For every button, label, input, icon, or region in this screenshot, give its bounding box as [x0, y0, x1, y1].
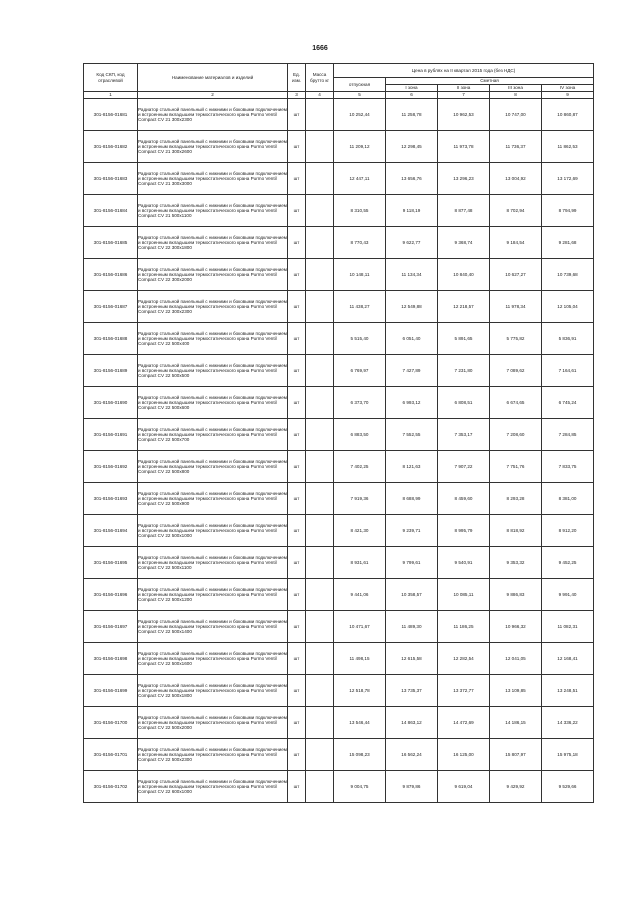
page-number: 1666 [312, 45, 328, 52]
item-name: Радиатор стальной панельный с нижними и боковыми подключением и встроенным вкладышем термостатического крана Purmo Ventil Compact CV 21 500x1100 [138, 195, 288, 227]
item-mass [306, 387, 334, 419]
zone-1-price: 7 552,55 [386, 419, 438, 451]
zone-3-price: 11 736,37 [490, 131, 542, 163]
item-unit: шт [288, 99, 306, 131]
header-price-group: Цена в рублях на II квартал 2015 года (без НДС) [334, 64, 594, 78]
item-mass [306, 707, 334, 739]
zone-2-price: 13 296,23 [438, 163, 490, 195]
item-unit: шт [288, 515, 306, 547]
zone-2-price: 10 840,40 [438, 259, 490, 291]
zone-2-price: 8 877,48 [438, 195, 490, 227]
zone-3-price: 11 978,34 [490, 291, 542, 323]
release-price: 8 310,55 [334, 195, 386, 227]
table-row [84, 99, 594, 131]
zone-3-price: 9 429,92 [490, 771, 542, 803]
zone-3-price: 7 208,60 [490, 419, 542, 451]
header-zone-4: IV зона [542, 85, 594, 92]
zone-1-price: 16 562,24 [386, 739, 438, 771]
table-row [84, 739, 594, 771]
column-number: 7 [438, 92, 490, 99]
item-unit: шт [288, 579, 306, 611]
release-price: 11 438,27 [334, 291, 386, 323]
zone-2-price: 13 372,77 [438, 675, 490, 707]
zone-3-price: 6 674,65 [490, 387, 542, 419]
zone-2-price: 7 907,22 [438, 451, 490, 483]
zone-4-price: 7 833,75 [542, 451, 594, 483]
zone-2-price: 10 962,53 [438, 99, 490, 131]
item-code: 301-8156-01695 [84, 547, 138, 579]
item-name: Радиатор стальной панельный с нижними и боковыми подключением и встроенным вкладышем термостатического крана Purmo Ventil Compact CV 22 500x1100 [138, 547, 288, 579]
zone-3-price: 7 089,62 [490, 355, 542, 387]
item-mass [306, 99, 334, 131]
zone-3-price: 13 109,85 [490, 675, 542, 707]
column-number: 2 [138, 92, 288, 99]
zone-1-price: 14 863,12 [386, 707, 438, 739]
zone-3-price: 9 886,83 [490, 579, 542, 611]
zone-3-price: 10 966,32 [490, 611, 542, 643]
zone-2-price: 8 459,60 [438, 483, 490, 515]
column-number: 8 [490, 92, 542, 99]
zone-2-price: 11 973,78 [438, 131, 490, 163]
item-name: Радиатор стальной панельный с нижними и боковыми подключением и встроенным вкладышем термостатического крана Purmo Ventil Compact CV 22 500x2300 [138, 739, 288, 771]
zone-3-price: 15 807,97 [490, 739, 542, 771]
table-row [84, 483, 594, 515]
zone-3-price: 9 353,32 [490, 547, 542, 579]
item-mass [306, 259, 334, 291]
item-mass [306, 547, 334, 579]
item-mass [306, 419, 334, 451]
item-code: 301-8156-01693 [84, 483, 138, 515]
item-unit: шт [288, 323, 306, 355]
zone-3-price: 14 186,15 [490, 707, 542, 739]
header-mass: Масса брутто кг [306, 64, 334, 92]
item-code: 301-8156-01685 [84, 227, 138, 259]
item-name: Радиатор стальной панельный с нижними и боковыми подключением и встроенным вкладышем термостатического крана Purmo Ventil Compact CV 22 500x600 [138, 387, 288, 419]
item-mass [306, 131, 334, 163]
item-unit: шт [288, 547, 306, 579]
zone-4-price: 12 168,41 [542, 643, 594, 675]
column-number: 9 [542, 92, 594, 99]
item-unit: шт [288, 227, 306, 259]
column-number: 4 [306, 92, 334, 99]
header-code: Код СКП, код отраслевой [84, 64, 138, 92]
release-price: 8 770,43 [334, 227, 386, 259]
item-mass [306, 163, 334, 195]
zone-4-price: 13 248,51 [542, 675, 594, 707]
table-row [84, 259, 594, 291]
table-row [84, 419, 594, 451]
zone-4-price: 8 912,20 [542, 515, 594, 547]
header-zone-1: I зона [386, 85, 438, 92]
zone-3-price: 8 818,92 [490, 515, 542, 547]
item-mass [306, 579, 334, 611]
item-code: 301-8156-01699 [84, 675, 138, 707]
item-name: Радиатор стальной панельный с нижними и боковыми подключением и встроенным вкладышем термостатического крана Purmo Ventil Compact CV 21 300x2600 [138, 131, 288, 163]
zone-2-price: 7 353,17 [438, 419, 490, 451]
item-unit: шт [288, 195, 306, 227]
price-table [83, 63, 594, 803]
zone-4-price: 12 105,04 [542, 291, 594, 323]
item-code: 301-8156-01694 [84, 515, 138, 547]
table-row [84, 195, 594, 227]
item-name: Радиатор стальной панельный с нижними и боковыми подключением и встроенным вкладышем термостатического крана Purmo Ventil Compact CV 22 500x800 [138, 451, 288, 483]
item-name: Радиатор стальной панельный с нижними и боковыми подключением и встроенным вкладышем термостатического крана Purmo Ventil Compact CV 22 500x2000 [138, 707, 288, 739]
zone-1-price: 9 239,71 [386, 515, 438, 547]
zone-2-price: 9 619,04 [438, 771, 490, 803]
zone-2-price: 7 231,80 [438, 355, 490, 387]
item-name: Радиатор стальной панельный с нижними и боковыми подключением и встроенным вкладышем термостатического крана Purmo Ventil Compact CV 22 500x400 [138, 323, 288, 355]
zone-4-price: 11 862,53 [542, 131, 594, 163]
item-mass [306, 771, 334, 803]
table-row [84, 323, 594, 355]
table-row [84, 163, 594, 195]
item-mass [306, 451, 334, 483]
header-zone-3: III зона [490, 85, 542, 92]
item-unit: шт [288, 419, 306, 451]
item-name: Радиатор стальной панельный с нижними и боковыми подключением и встроенным вкладышем термостатического крана Purmo Ventil Compact CV 22 500x1600 [138, 643, 288, 675]
zone-4-price: 10 860,87 [542, 99, 594, 131]
zone-3-price: 10 627,27 [490, 259, 542, 291]
zone-3-price: 13 004,92 [490, 163, 542, 195]
release-price: 6 883,50 [334, 419, 386, 451]
table-row [84, 547, 594, 579]
table-body [84, 99, 594, 803]
item-code: 301-8156-01700 [84, 707, 138, 739]
zone-4-price: 15 975,18 [542, 739, 594, 771]
item-code: 301-8156-01683 [84, 163, 138, 195]
item-name: Радиатор стальной панельный с нижними и боковыми подключением и встроенным вкладышем термостатического крана Purmo Ventil Compact CV 22 500x900 [138, 483, 288, 515]
item-name: Радиатор стальной панельный с нижними и боковыми подключением и встроенным вкладышем термостатического крана Purmo Ventil Compact CV 22 500x1800 [138, 675, 288, 707]
zone-1-price: 11 489,30 [386, 611, 438, 643]
table-header [84, 64, 594, 99]
table-row [84, 451, 594, 483]
table-row [84, 579, 594, 611]
item-name: Радиатор стальной панельный с нижними и боковыми подключением и встроенным вкладышем термостатического крана Purmo Ventil Compact CV 22 300x1800 [138, 227, 288, 259]
release-price: 10 471,67 [334, 611, 386, 643]
release-price: 6 769,97 [334, 355, 386, 387]
zone-1-price: 11 134,34 [386, 259, 438, 291]
zone-2-price: 9 540,91 [438, 547, 490, 579]
item-unit: шт [288, 131, 306, 163]
zone-1-price: 9 879,86 [386, 771, 438, 803]
zone-1-price: 13 656,76 [386, 163, 438, 195]
zone-1-price: 8 688,99 [386, 483, 438, 515]
release-price: 10 148,11 [334, 259, 386, 291]
release-price: 12 447,11 [334, 163, 386, 195]
item-code: 301-8156-01691 [84, 419, 138, 451]
release-price: 9 004,75 [334, 771, 386, 803]
item-unit: шт [288, 259, 306, 291]
zone-3-price: 9 184,54 [490, 227, 542, 259]
column-number: 1 [84, 92, 138, 99]
item-code: 301-8156-01686 [84, 259, 138, 291]
item-code: 301-8156-01690 [84, 387, 138, 419]
item-code: 301-8156-01696 [84, 579, 138, 611]
item-mass [306, 323, 334, 355]
release-price: 12 518,78 [334, 675, 386, 707]
table-row [84, 675, 594, 707]
zone-2-price: 10 085,11 [438, 579, 490, 611]
item-unit: шт [288, 163, 306, 195]
item-name: Радиатор стальной панельный с нижними и боковыми подключением и встроенным вкладышем термостатического крана Purmo Ventil Compact CV 22 500x1200 [138, 579, 288, 611]
item-code: 301-8156-01692 [84, 451, 138, 483]
release-price: 10 252,44 [334, 99, 386, 131]
zone-1-price: 6 051,40 [386, 323, 438, 355]
item-name: Радиатор стальной панельный с нижними и боковыми подключением и встроенным вкладышем термостатического крана Purmo Ventil Compact CV 21 300x3000 [138, 163, 288, 195]
release-price: 11 209,12 [334, 131, 386, 163]
zone-1-price: 12 549,88 [386, 291, 438, 323]
item-code: 301-8156-01689 [84, 355, 138, 387]
item-unit: шт [288, 387, 306, 419]
release-price: 11 498,15 [334, 643, 386, 675]
release-price: 9 441,06 [334, 579, 386, 611]
release-price: 6 373,70 [334, 387, 386, 419]
table-row [84, 771, 594, 803]
zone-2-price: 5 891,65 [438, 323, 490, 355]
table-row [84, 515, 594, 547]
column-number: 3 [288, 92, 306, 99]
zone-1-price: 9 118,19 [386, 195, 438, 227]
release-price: 15 098,23 [334, 739, 386, 771]
zone-4-price: 7 164,61 [542, 355, 594, 387]
zone-1-price: 8 121,63 [386, 451, 438, 483]
item-code: 301-8156-01698 [84, 643, 138, 675]
zone-1-price: 13 735,37 [386, 675, 438, 707]
header-zone-2: II зона [438, 85, 490, 92]
item-name: Радиатор стальной панельный с нижними и боковыми подключением и встроенным вкладышем термостатического крана Purmo Ventil Compact CV 22 500x1400 [138, 611, 288, 643]
zone-4-price: 5 836,91 [542, 323, 594, 355]
item-unit: шт [288, 643, 306, 675]
zone-2-price: 8 995,79 [438, 515, 490, 547]
item-unit: шт [288, 675, 306, 707]
item-mass [306, 739, 334, 771]
item-code: 301-8156-01681 [84, 99, 138, 131]
release-price: 8 421,30 [334, 515, 386, 547]
zone-1-price: 11 258,78 [386, 99, 438, 131]
zone-4-price: 9 281,68 [542, 227, 594, 259]
zone-4-price: 9 991,40 [542, 579, 594, 611]
zone-2-price: 11 186,25 [438, 611, 490, 643]
zone-1-price: 6 993,12 [386, 387, 438, 419]
item-mass [306, 515, 334, 547]
table-row [84, 131, 594, 163]
zone-1-price: 9 799,61 [386, 547, 438, 579]
column-number: 5 [334, 92, 386, 99]
zone-2-price: 9 368,74 [438, 227, 490, 259]
zone-4-price: 10 739,68 [542, 259, 594, 291]
zone-1-price: 7 427,89 [386, 355, 438, 387]
item-mass [306, 675, 334, 707]
zone-1-price: 12 298,45 [386, 131, 438, 163]
item-name: Радиатор стальной панельный с нижними и боковыми подключением и встроенным вкладышем термостатического крана Purmo Ventil Compact CV 22 500x500 [138, 355, 288, 387]
zone-2-price: 14 472,69 [438, 707, 490, 739]
column-number: 6 [386, 92, 438, 99]
item-unit: шт [288, 355, 306, 387]
item-mass [306, 643, 334, 675]
item-code: 301-8156-01702 [84, 771, 138, 803]
item-unit: шт [288, 771, 306, 803]
zone-3-price: 8 293,28 [490, 483, 542, 515]
table-row [84, 611, 594, 643]
item-unit: шт [288, 707, 306, 739]
item-mass [306, 227, 334, 259]
item-mass [306, 355, 334, 387]
item-mass [306, 195, 334, 227]
item-name: Радиатор стальной панельный с нижними и боковыми подключением и встроенным вкладышем термостатического крана Purmo Ventil Compact CV 22 500x1000 [138, 515, 288, 547]
column-number-row [84, 92, 594, 99]
table-row [84, 227, 594, 259]
item-unit: шт [288, 483, 306, 515]
release-price: 8 931,61 [334, 547, 386, 579]
item-code: 301-8156-01684 [84, 195, 138, 227]
zone-4-price: 13 172,69 [542, 163, 594, 195]
zone-3-price: 12 041,05 [490, 643, 542, 675]
header-release-price: отпускная [334, 78, 386, 92]
header-estimate-price: Сметная [386, 78, 594, 85]
item-name: Радиатор стальной панельный с нижними и боковыми подключением и встроенным вкладышем термостатического крана Purmo Ventil Compact CV 21 300x2300 [138, 99, 288, 131]
table-row [84, 387, 594, 419]
item-code: 301-8156-01701 [84, 739, 138, 771]
table-row [84, 355, 594, 387]
zone-4-price: 8 381,00 [542, 483, 594, 515]
zone-4-price: 9 452,25 [542, 547, 594, 579]
release-price: 5 515,40 [334, 323, 386, 355]
item-mass [306, 611, 334, 643]
item-code: 301-8156-01697 [84, 611, 138, 643]
zone-4-price: 6 745,24 [542, 387, 594, 419]
table-row [84, 643, 594, 675]
item-unit: шт [288, 291, 306, 323]
release-price: 13 546,44 [334, 707, 386, 739]
item-unit: шт [288, 739, 306, 771]
zone-4-price: 8 794,99 [542, 195, 594, 227]
zone-3-price: 10 747,00 [490, 99, 542, 131]
item-unit: шт [288, 611, 306, 643]
table-row [84, 707, 594, 739]
item-code: 301-8156-01682 [84, 131, 138, 163]
item-name: Радиатор стальной панельный с нижними и боковыми подключением и встроенным вкладышем термостатического крана Purmo Ventil Compact CV 22 600x1000 [138, 771, 288, 803]
item-code: 301-8156-01688 [84, 323, 138, 355]
table-row [84, 291, 594, 323]
zone-2-price: 12 282,54 [438, 643, 490, 675]
zone-2-price: 16 125,00 [438, 739, 490, 771]
release-price: 7 919,36 [334, 483, 386, 515]
release-price: 7 402,25 [334, 451, 386, 483]
item-code: 301-8156-01687 [84, 291, 138, 323]
item-mass [306, 483, 334, 515]
item-name: Радиатор стальной панельный с нижними и боковыми подключением и встроенным вкладышем термостатического крана Purmo Ventil Compact CV 22 500x700 [138, 419, 288, 451]
zone-1-price: 9 622,77 [386, 227, 438, 259]
item-mass [306, 291, 334, 323]
zone-2-price: 6 808,51 [438, 387, 490, 419]
header-unit: Ед. изм. [288, 64, 306, 92]
zone-4-price: 9 529,66 [542, 771, 594, 803]
zone-3-price: 7 751,76 [490, 451, 542, 483]
zone-2-price: 12 218,57 [438, 291, 490, 323]
item-name: Радиатор стальной панельный с нижними и боковыми подключением и встроенным вкладышем термостатического крана Purmo Ventil Compact CV 22 300x2300 [138, 291, 288, 323]
item-unit: шт [288, 451, 306, 483]
zone-3-price: 8 702,94 [490, 195, 542, 227]
zone-4-price: 11 082,31 [542, 611, 594, 643]
zone-4-price: 7 284,85 [542, 419, 594, 451]
zone-4-price: 14 336,22 [542, 707, 594, 739]
zone-3-price: 5 775,82 [490, 323, 542, 355]
header-name: Наименование материалов и изделий [138, 64, 288, 92]
zone-1-price: 10 358,57 [386, 579, 438, 611]
zone-1-price: 12 615,58 [386, 643, 438, 675]
item-name: Радиатор стальной панельный с нижними и боковыми подключением и встроенным вкладышем термостатического крана Purmo Ventil Compact CV 22 300x2000 [138, 259, 288, 291]
